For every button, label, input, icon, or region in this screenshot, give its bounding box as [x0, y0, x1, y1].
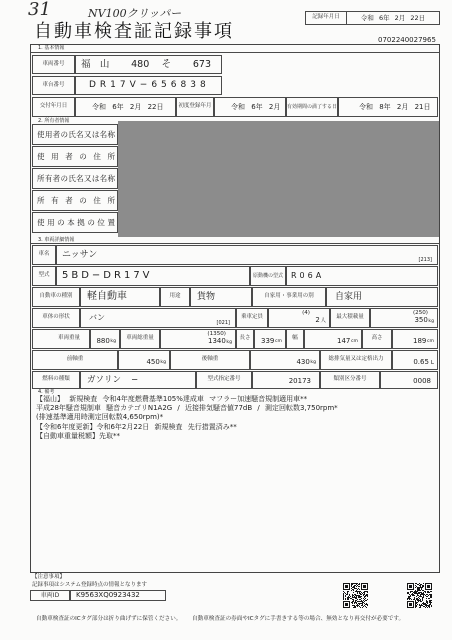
- first-registration-label: 初度登録年月: [176, 97, 214, 117]
- capacity-number-row: [315, 317, 326, 325]
- capacity-value: [268, 308, 330, 328]
- max-load-number-row: [414, 317, 434, 325]
- gross-weight-number: 1340: [208, 336, 226, 345]
- length-number: 339: [261, 337, 275, 345]
- front-axle-unit: kg: [160, 360, 166, 366]
- body-value: [80, 308, 236, 328]
- gross-weight-prior: (1350): [207, 331, 226, 337]
- weight-value: [90, 329, 120, 349]
- breadth-number: 147: [337, 337, 351, 345]
- front-axle-number: 450: [146, 358, 160, 366]
- capacity-prior: (4): [302, 310, 310, 316]
- engine-value: R06A: [286, 266, 438, 286]
- tallness-unit: cm: [426, 339, 434, 345]
- maker-label: 車名: [32, 245, 56, 265]
- type-designation-label: 型式指定番号: [196, 371, 252, 389]
- engine-label: 原動機の型式: [250, 266, 286, 286]
- section-vehicle-header: 3. 車両詳細情報: [30, 237, 440, 244]
- tallness-number: 189: [413, 337, 427, 345]
- maker-name: ニッサン: [62, 249, 98, 260]
- weight-unit: kg: [110, 339, 116, 345]
- gross-weight-unit: kg: [226, 339, 232, 345]
- section-basic-header: 1. 基本情報: [30, 44, 440, 53]
- vehicle-id-value: K9563XQ0923432: [70, 590, 166, 601]
- remarks-line: 【福山】 新規検査 令和4年度燃費基準105%達成車 マフラー加速騒音規制適用車**: [36, 395, 308, 403]
- page-title: 自動車検査証記録事項: [34, 21, 234, 42]
- rear-axle-unit: kg: [310, 360, 316, 366]
- breadth-unit: cm: [350, 339, 358, 345]
- remarks-block: [36, 395, 338, 441]
- footer-note-1: 自動車検査証のICタグ部分は折り曲げずに保管ください。: [36, 616, 182, 622]
- owner-address-label-text: 所 有 者 の 住 所: [37, 195, 115, 205]
- document-number: 0702240027965: [378, 36, 436, 44]
- length-label: 長さ: [236, 329, 254, 349]
- breadth-value: [304, 329, 362, 349]
- chassis-value: DR17V−656838: [75, 76, 222, 95]
- remarks-line: (排速基準適用時測定回転数4,650rpm)*: [36, 413, 164, 422]
- maker-value: [56, 245, 438, 265]
- displacement-value: [392, 350, 438, 370]
- fuel-type: ガソリン: [87, 374, 122, 385]
- section-remarks-header: 4. 備考: [38, 388, 55, 395]
- owner-name-label: [32, 168, 118, 189]
- front-axle-label: 前軸重: [32, 350, 118, 370]
- record-date-value: 令和 6年 2月 22日: [346, 11, 440, 25]
- displacement-unit: L: [430, 359, 434, 366]
- notice-text: 記録事項はシステム登録時点の情報となります: [32, 582, 147, 588]
- plate-label: 車両番号: [32, 55, 75, 74]
- tallness-label: 高さ: [362, 329, 392, 349]
- remarks-line: 【令和6年度更新】令和6年2月22日 新規検査 先行措置済み**: [36, 422, 237, 431]
- max-load-label: 最大積載量: [330, 308, 370, 328]
- displacement-label: 総排気量又は定格出力: [320, 350, 392, 370]
- weight-number: 880: [96, 337, 110, 345]
- first-registration-value: 令和 6年 2月: [214, 97, 286, 117]
- front-axle-value: [118, 350, 170, 370]
- plate-value: [75, 55, 222, 74]
- length-unit: cm: [274, 339, 282, 345]
- base-location-label: [32, 212, 118, 233]
- displacement-number: 0.65: [413, 358, 429, 366]
- plate-number: 福山 480 そ 673: [81, 58, 211, 70]
- max-load-value: [370, 308, 438, 328]
- use-label: 用途: [160, 287, 190, 307]
- user-address-label-text: 使 用 者 の 住 所: [37, 151, 115, 161]
- fuel-label: 燃料の種類: [32, 371, 80, 389]
- body-label: 車体の形状: [32, 308, 80, 328]
- rear-axle-number: 430: [296, 358, 310, 366]
- remarks-line: 平成28年騒音規制車 騒音カテゴリN1A2G / 近接排気騒音値77dB / 測定回転数3,750rpm*: [36, 404, 338, 413]
- class-number-label: 類別区分番号: [320, 371, 380, 389]
- max-load-unit: kg: [428, 318, 434, 324]
- tallness-value: [392, 329, 438, 349]
- maker-code: [213]: [418, 256, 432, 263]
- type-designation-value: 20173: [252, 371, 320, 389]
- user-address-label: [32, 146, 118, 167]
- rear-axle-label: 後軸重: [170, 350, 250, 370]
- issue-date-label: 交付年月日: [32, 97, 75, 117]
- breadth-label: 幅: [286, 329, 304, 349]
- vehicle-id-label: 車両ID: [30, 590, 70, 601]
- issue-date-value: 令和 6年 2月 22日: [75, 97, 176, 117]
- fuel-value: [80, 371, 196, 389]
- capacity-number: 2: [315, 315, 320, 324]
- base-location-label-text: 使 用 の 本 拠 の 位 置: [37, 217, 115, 227]
- fuel-extra: −: [131, 374, 139, 385]
- handwritten-number: 31: [28, 0, 51, 20]
- capacity-unit: 人: [320, 317, 326, 324]
- owner-address-label: [32, 190, 118, 211]
- section-owner-header: 2. 所有者情報: [38, 117, 70, 124]
- kind-label: 自動車の種別: [32, 287, 80, 307]
- rear-axle-value: [250, 350, 320, 370]
- remarks-line: 【自動車重量税額】先取**: [36, 431, 120, 440]
- chassis-label: 車台番号: [32, 76, 75, 95]
- gross-weight-label: 車両総重量: [120, 329, 160, 349]
- expiry-value: 令和 8年 2月 21日: [338, 97, 438, 117]
- private-business-label: 自家用・事業用の別: [252, 287, 326, 307]
- model-label: 型式: [32, 266, 56, 286]
- weight-label: 車両重量: [32, 329, 90, 349]
- handwritten-model: NV100クリッパー: [88, 7, 182, 20]
- model-value: 5BD−DR17V: [56, 266, 250, 286]
- kind-value: 軽自動車: [80, 287, 160, 307]
- owner-name-label-text: 所有者の氏名又は名称: [37, 173, 115, 183]
- gross-weight-number-row: [208, 338, 232, 346]
- user-name-label-text: 使用者の氏名又は名称: [37, 129, 115, 139]
- class-number-value: 0008: [380, 371, 438, 389]
- qr-code-icon: [407, 583, 432, 608]
- footer-note-2: 自動車検査証の券面やICタグに手書きする等の場合、無効となり再交付が必要です。: [192, 616, 405, 622]
- record-date-label: 記録年月日: [305, 11, 347, 25]
- redaction-box: [118, 121, 439, 237]
- notice-heading: 【注意事項】: [32, 574, 66, 580]
- user-name-label: [32, 124, 118, 145]
- private-business-value: 自家用: [326, 287, 438, 307]
- length-value: [254, 329, 286, 349]
- gross-weight-value: [160, 329, 236, 349]
- max-load-prior: (250): [412, 310, 428, 316]
- max-load-number: 350: [414, 315, 428, 324]
- body-shape: バン: [89, 313, 105, 322]
- use-value: 貨物: [190, 287, 252, 307]
- qr-code-icon: [343, 583, 368, 608]
- capacity-label: 乗車定員: [236, 308, 268, 328]
- expiry-label: 有効期間の満了する日: [286, 97, 338, 117]
- body-code: [021]: [216, 319, 230, 326]
